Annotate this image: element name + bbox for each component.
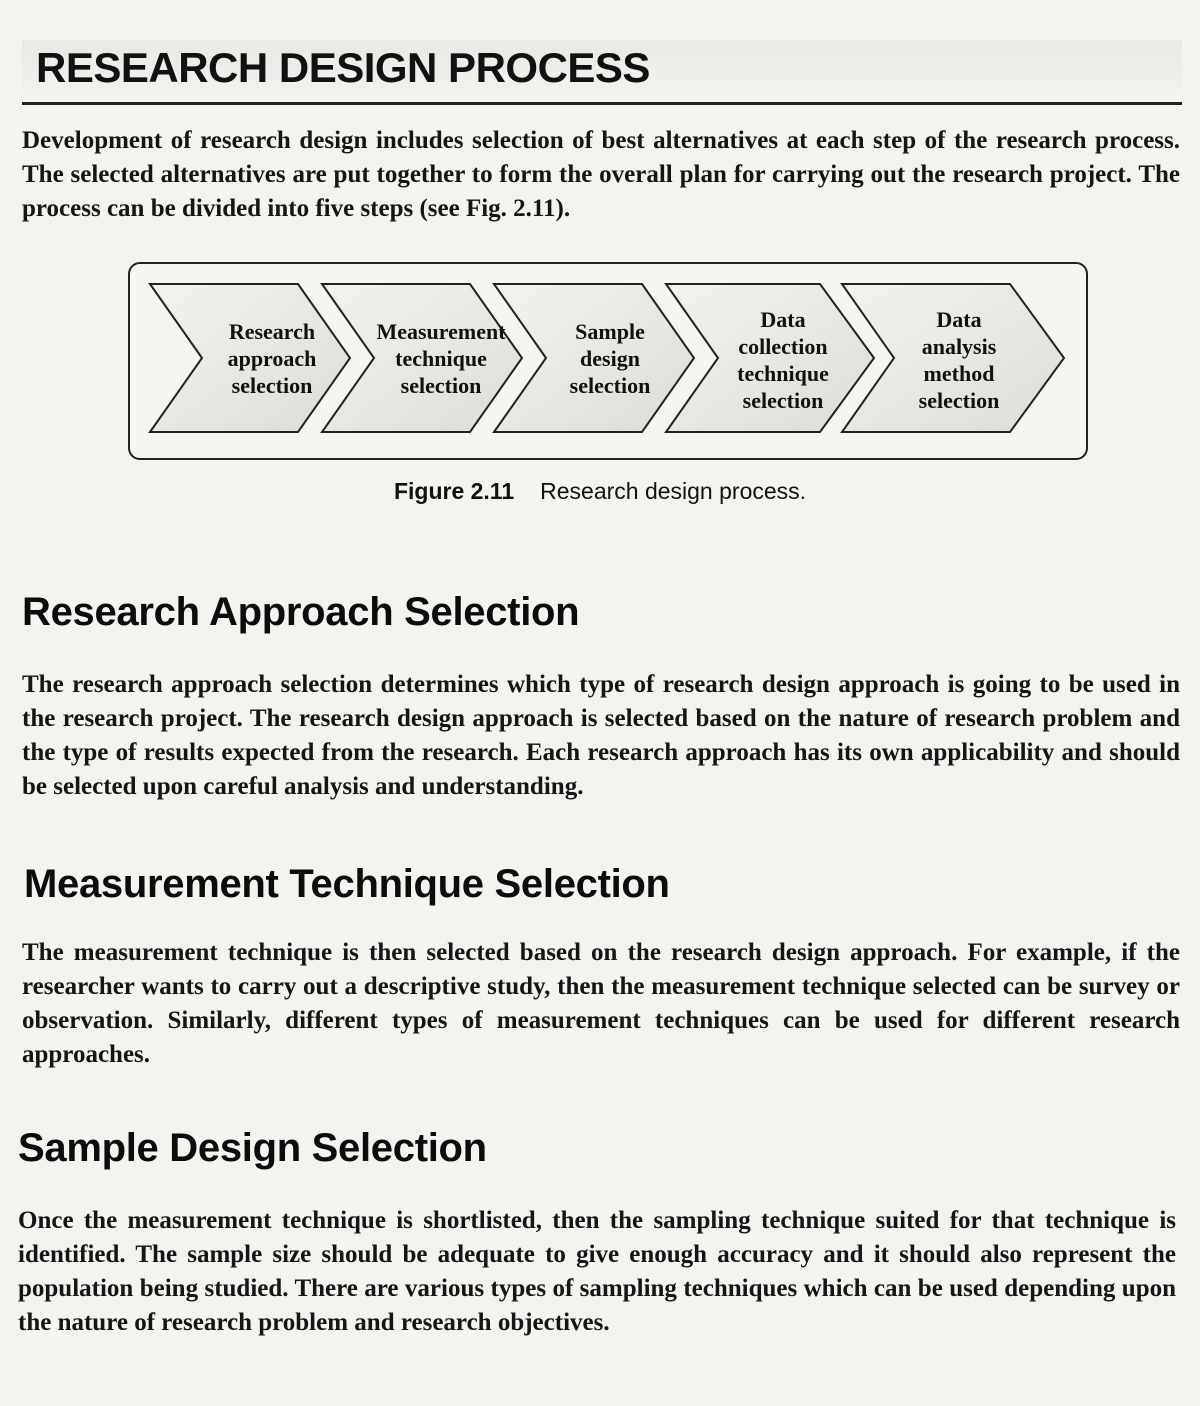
figure-number: Figure 2.11 bbox=[393, 478, 515, 504]
step-label-measurement-technique: Measurement technique selection bbox=[376, 319, 506, 398]
section-heading-measurement-technique: Measurement Technique Selection bbox=[24, 862, 670, 906]
section-heading-research-approach: Research Approach Selection bbox=[22, 590, 580, 634]
step-label-data-collection: Data collection technique selection bbox=[737, 307, 829, 413]
section-body-research-approach: The research approach selection determines which type of research design approach is going to be used in the research project. The research design approach is selected based on the nature of research problem and the type of results expected from the research. Each research approach has its own applicability and should be selected upon careful analysis and understanding. bbox=[22, 671, 1180, 800]
page-title: RESEARCH DESIGN PROCESS bbox=[36, 44, 650, 91]
intro-paragraph: Development of research design includes selection of best alternatives at each step of the research process. The selected alternatives are put together to form the overall plan for carrying out the research project. The process can be divided into five steps (see Fig. 2.11). bbox=[22, 127, 1180, 222]
figure-caption-text: Research design process. bbox=[540, 478, 807, 504]
figure-caption bbox=[0, 478, 1200, 505]
section-body-measurement-technique: The measurement technique is then selected based on the research design approach. For example, if the researcher wants to carry out a descriptive study, then the measurement technique selected can be survey or observation. Similarly, different types of measurement techniques can be used for different research approaches. bbox=[22, 939, 1180, 1068]
process-figure bbox=[128, 262, 1088, 460]
section-body-sample-design: Once the measurement technique is shortlisted, then the sampling technique suited for that technique is identified. The sample size should be adequate to give enough accuracy and it should also represent the population being studied. There are various types of sampling techniques which can be used depending upon the nature of research problem and research objectives. bbox=[18, 1207, 1176, 1336]
step-label-research-approach: Research approach selection bbox=[227, 319, 317, 398]
step-label-data-analysis: Data analysis method selection bbox=[918, 307, 1000, 413]
section-heading-sample-design: Sample Design Selection bbox=[18, 1126, 487, 1170]
step-label-sample-design: Sample design selection bbox=[569, 319, 651, 398]
